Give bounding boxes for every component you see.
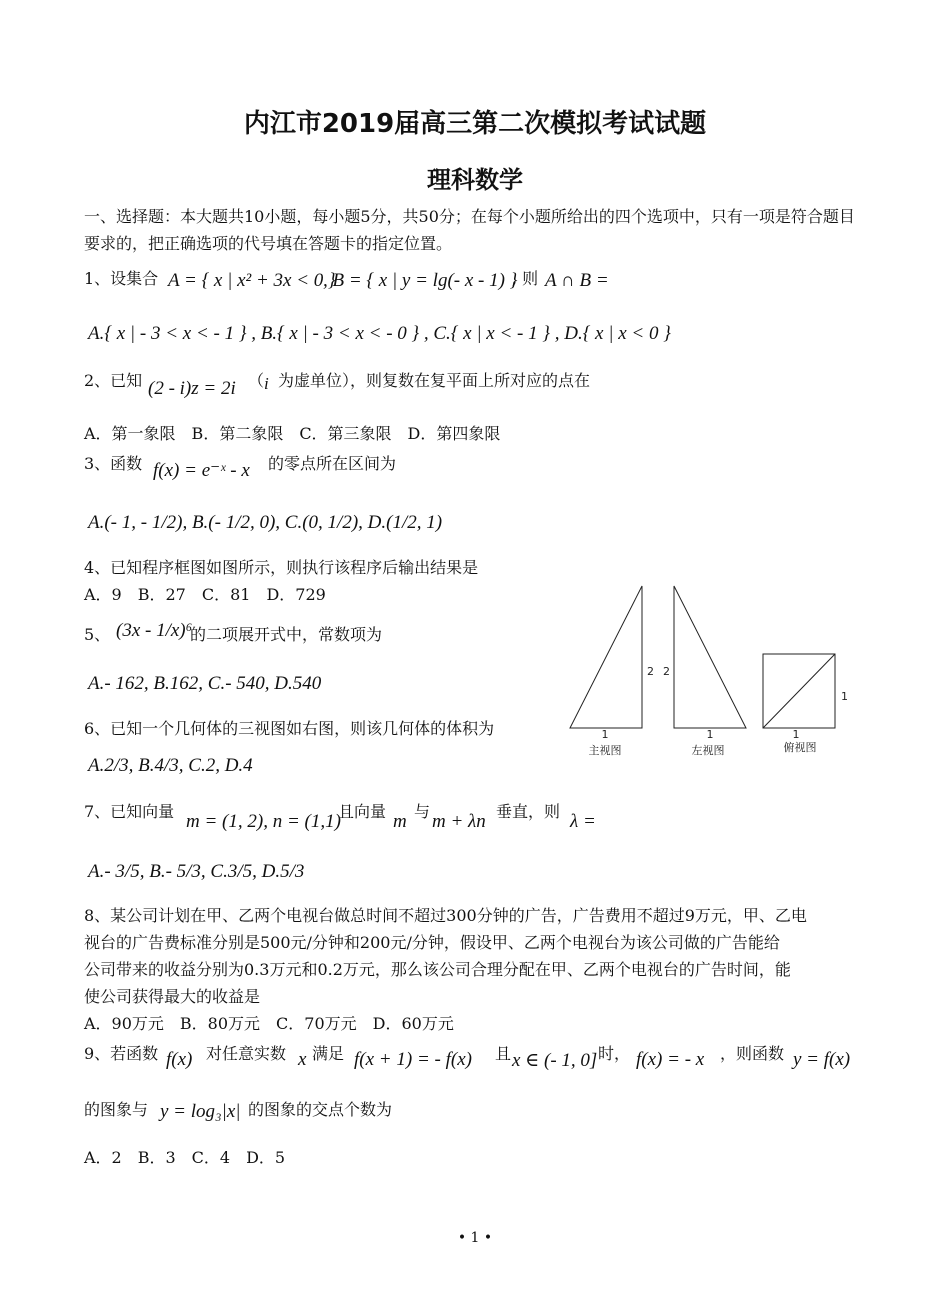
- q9-options: A．2 B．3 C．4 D．5: [84, 1148, 286, 1167]
- q9-line2-b: 的图象的交点个数为: [248, 1100, 393, 1119]
- q7-mid1: 且向量: [338, 802, 387, 821]
- front-view-triangle: [570, 586, 642, 728]
- q9-t2: 满足: [312, 1044, 345, 1063]
- q1-options: A.{ x | - 3 < x < - 1 } , B.{ x | - 3 < x < - 0 } , C.{ x | x < - 1 } , D.{ x | x < 0 }: [88, 323, 671, 344]
- q1-stem: 1、设集合: [84, 269, 159, 288]
- q8-line-2: 视台的广告费标准分别是500元/分钟和200元/分钟，假设甲、乙两个电视台为该公司做的广告能给: [84, 933, 780, 952]
- q7-mid3: 垂直，则: [496, 802, 561, 821]
- top-height-label: 1: [841, 690, 848, 703]
- q2-rest: 为虚单位），则复数在复平面上所对应的点在: [278, 371, 591, 390]
- q9-t4: 时，: [598, 1044, 631, 1063]
- q9-f3: x ∈ (- 1, 0]: [512, 1050, 598, 1071]
- q5-options: A.- 162, B.162, C.- 540, D.540: [88, 673, 322, 694]
- side-height-label: 2: [663, 665, 670, 678]
- top-view-caption: 俯视图: [783, 741, 817, 754]
- q6-stem: 6、已知一个几何体的三视图如右图，则该几何体的体积为: [84, 719, 495, 738]
- q5-rest: 的二项展开式中，常数项为: [190, 625, 383, 644]
- side-view-triangle: [674, 586, 746, 728]
- q5-expr: (3x - 1/x)⁶: [116, 620, 193, 641]
- q9-line2-a: 的图象与: [84, 1100, 149, 1119]
- side-width-label: 1: [706, 728, 714, 741]
- q2-unit-var: i: [264, 374, 269, 393]
- q1-set-b: , B = { x | y = lg(- x - 1) }: [323, 270, 518, 291]
- q2-paren: （: [248, 371, 265, 390]
- page-subtitle: 理科数学: [427, 166, 523, 194]
- q1-ask-prefix: , 则: [512, 269, 539, 288]
- section-instructions: 一、选择题：本大题共10小题，每小题5分，共50分；在每个小题所给出的四个选项中，只有一项是符合题目要求的，把正确选项的代号填在答题卡的指定位置。: [84, 207, 855, 253]
- q6-options: A.2/3, B.4/3, C.2, D.4: [88, 755, 253, 776]
- q7-v2: m + λn: [432, 811, 486, 832]
- q1-set-a: A = { x | x² + 3x < 0 }: [168, 270, 336, 291]
- q9-f1: f(x): [166, 1049, 193, 1070]
- q3-stem: 3、函数: [84, 454, 143, 473]
- q9-f4: f(x) = - x: [636, 1049, 705, 1070]
- q7-v1: m: [393, 811, 407, 832]
- q7-vectors: m = (1, 2), n = (1,1): [186, 811, 341, 832]
- q4-stem: 4、已知程序框图如图所示，则执行该程序后输出结果是: [84, 558, 479, 577]
- q9-x1: x: [298, 1049, 307, 1070]
- q8-line-3: 公司带来的收益分别为0.3万元和0.2万元，那么该公司合理分配在甲、乙两个电视台的广告时间，能: [84, 960, 791, 979]
- three-view-figure: [562, 582, 862, 762]
- top-view-diagonal: [763, 654, 835, 728]
- q2-options: A．第一象限 B．第二象限 C．第三象限 D．第四象限: [84, 424, 501, 443]
- q3-rest: 的零点所在区间为: [268, 454, 397, 473]
- q8-line-1: 8、某公司计划在甲、乙两个电视台做总时间不超过300分钟的广告，广告费用不超过9万元，甲、乙电: [84, 906, 807, 925]
- q9-f2: f(x + 1) = - f(x): [354, 1049, 472, 1070]
- q9-t3: 且: [495, 1044, 512, 1063]
- side-view-caption: 左视图: [691, 744, 725, 757]
- q5-stem: 5、: [84, 625, 111, 644]
- q4-options: A．9 B．27 C．81 D．729: [84, 585, 326, 604]
- q7-v3: λ =: [570, 811, 596, 832]
- front-width-label: 1: [601, 728, 609, 741]
- front-view-caption: 主视图: [588, 744, 622, 757]
- q7-stem: 7、已知向量: [84, 802, 175, 821]
- q9-t1: 对任意实数: [206, 1044, 287, 1063]
- q1-ask: A ∩ B =: [545, 270, 609, 291]
- q8-line-4: 使公司获得最大的收益是: [84, 987, 261, 1006]
- top-width-label: 1: [792, 728, 800, 741]
- front-height-label: 2: [647, 665, 654, 678]
- q7-options: A.- 3/5, B.- 5/3, C.3/5, D.5/3: [88, 861, 305, 882]
- three-view-svg: [562, 582, 862, 762]
- q9-f5: y = f(x): [793, 1049, 851, 1070]
- q8-options: A．90万元 B．80万元 C．70万元 D．60万元: [84, 1014, 454, 1033]
- page-number: • 1 •: [457, 1230, 493, 1246]
- q9-f6: y = log₃|x|: [160, 1101, 241, 1122]
- page-title: 内江市2019届高三第二次模拟考试试题: [243, 109, 707, 139]
- q7-mid2: 与: [414, 802, 431, 821]
- q9-stem: 9、若函数: [84, 1044, 159, 1063]
- q9-t5: ，则函数: [720, 1044, 785, 1063]
- q2-stem: 2、已知: [84, 371, 143, 390]
- q2-expr: (2 - i)z = 2i: [148, 378, 236, 399]
- q3-expr: f(x) = e⁻ˣ - x: [153, 460, 250, 481]
- q3-options: A.(- 1, - 1/2), B.(- 1/2, 0), C.(0, 1/2), D.(1/2, 1): [88, 512, 443, 533]
